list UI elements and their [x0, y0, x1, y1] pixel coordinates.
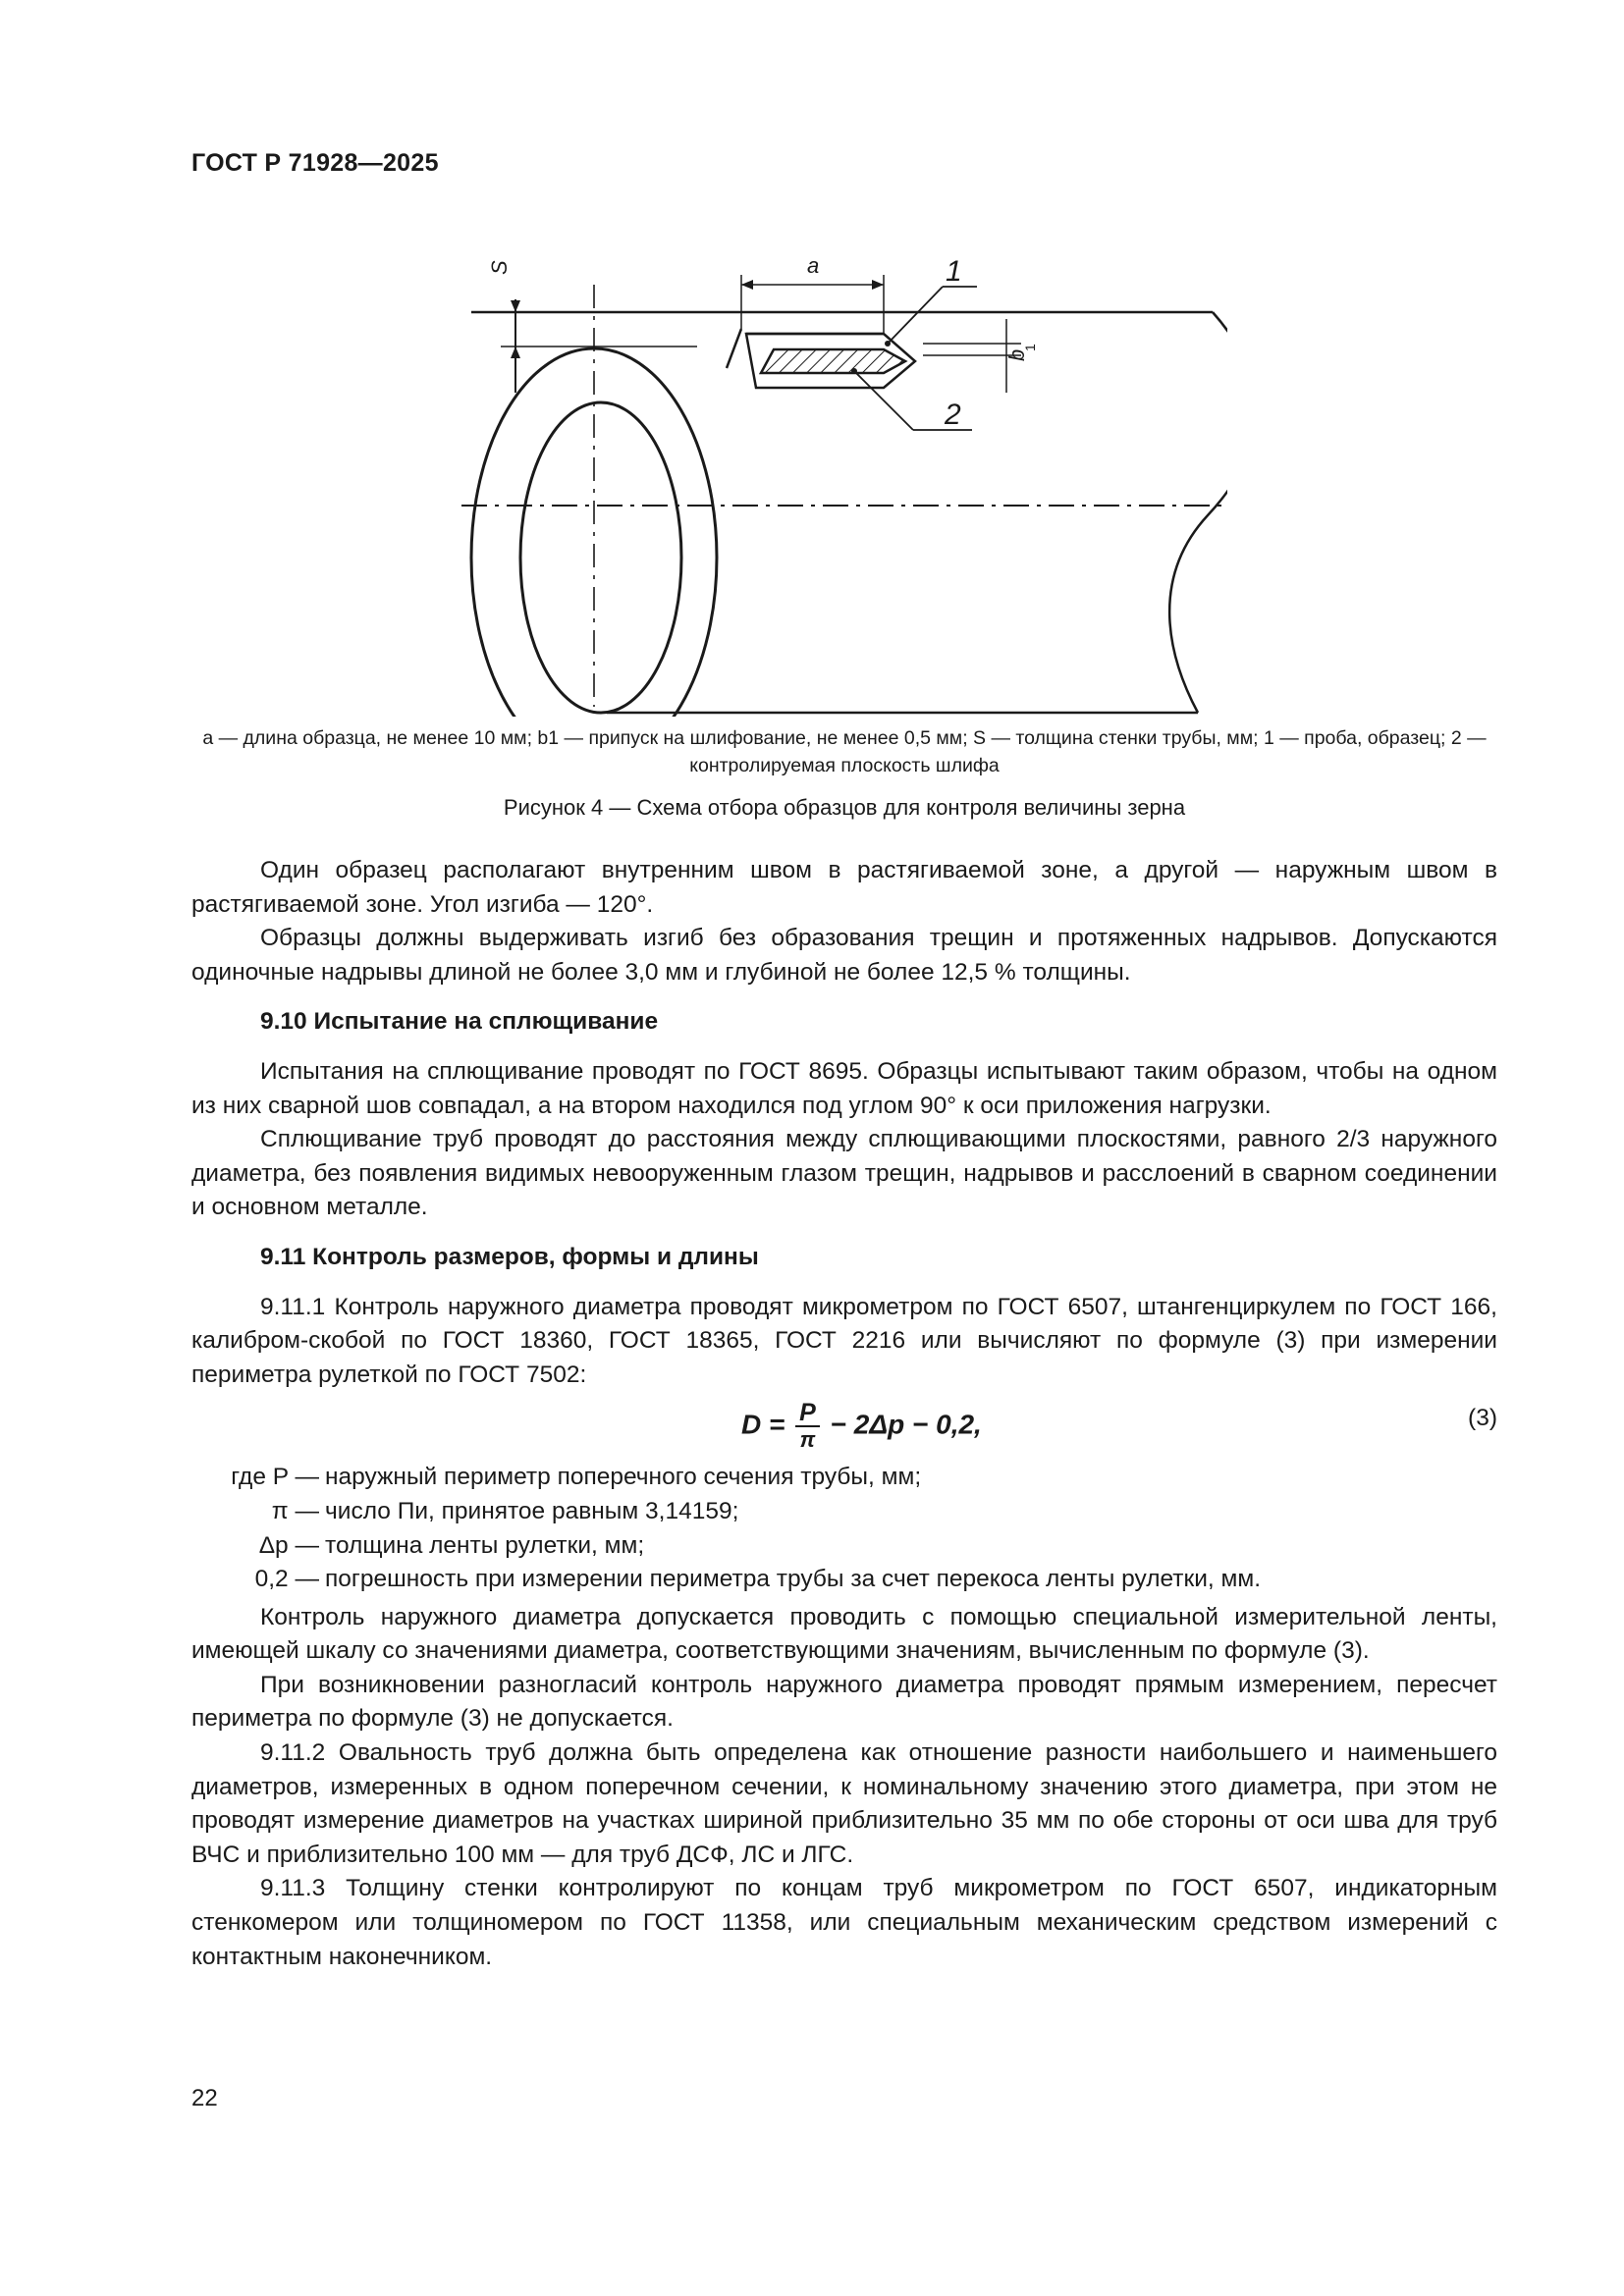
formula-numerator: P	[795, 1400, 820, 1427]
paragraph: 9.11.2 Овальность труб должна быть определена как отношение разности наибольшего и наименьшего диаметров, измеренных в одном поперечном сечении, к номинальному значению этого диаметра, при этом не проводят измерение диаметров на участках шириной приблизительно 35 мм по обе стороны от оси шва для труб ВЧС и приблизительно 100 мм — для труб ДСФ, ЛС и ЛГС.	[191, 1739, 1497, 1868]
figure-legend: a — длина образца, не менее 10 мм; b1 — припуск на шлифование, не менее 0,5 мм; S — толщина стенки трубы, мм; 1 — проба, образец; 2 — контролируемая плоскость шлифа	[202, 727, 1487, 776]
definition-symbol: Δp —	[258, 1531, 319, 1559]
label-a: a	[807, 253, 820, 278]
label-item-1: 1	[946, 255, 962, 288]
formula-definitions	[191, 1461, 1497, 1596]
label-b1: b	[1004, 348, 1029, 361]
paragraph: 9.11.3 Толщину стенки контролируют по концам труб микрометром по ГОСТ 6507, индикаторным стенкомером или толщиномером по ГОСТ 11358, или специальным механическим средством измерений с контактным наконечником.	[191, 1875, 1497, 1970]
definition-text: толщина ленты рулетки, мм;	[325, 1531, 645, 1559]
paragraph: Образцы должны выдерживать изгиб без образования трещин и протяженных надрывов. Допускаются одиночные надрывы длиной не более 3,0 мм и глубиной не более 12,5 % толщины.	[191, 925, 1497, 986]
formula-rest: − 2Δp − 0,2,	[830, 1409, 982, 1440]
definition-symbol: где P —	[231, 1464, 319, 1491]
definition-text: наружный периметр поперечного сечения трубы, мм;	[325, 1464, 922, 1491]
paragraph: Контроль наружного диаметра допускается проводить с помощью специальной измерительной ленты, имеющей шкалу со значениями диаметра, соответствующими значениям, вычисленным по формуле (3).	[191, 1603, 1497, 1665]
document-body	[191, 854, 1497, 1974]
definition-row	[191, 1461, 1497, 1495]
figure-caption: Рисунок 4 — Схема отбора образцов для контроля величины зерна	[503, 795, 1186, 820]
formula-3	[191, 1394, 1497, 1455]
paragraph: 9.11.1 Контроль наружного диаметра проводят микрометром по ГОСТ 6507, штангенциркулем по ГОСТ 166, калибром-скобой по ГОСТ 18360, ГОСТ 18365, ГОСТ 2216 или вычисляют по формуле (3) при измерении периметра рулеткой по ГОСТ 7502:	[191, 1293, 1497, 1388]
paragraph: Один образец располагают внутренним швом в растягиваемой зоне, а другой — наружным швом в растягиваемой зоне. Угол изгиба — 120°.	[191, 857, 1497, 918]
pipe-inner-ellipse	[520, 402, 681, 713]
label-b1-sub: 1	[1022, 344, 1038, 351]
formula-denominator: π	[799, 1427, 816, 1453]
document-code: ГОСТ Р 71928—2025	[191, 149, 439, 177]
definition-symbol: π —	[271, 1497, 319, 1524]
definition-row	[191, 1563, 1497, 1597]
section-heading-9-11: 9.11 Контроль размеров, формы и длины	[260, 1243, 759, 1270]
formula-expression	[741, 1400, 982, 1453]
section-heading-9-10: 9.10 Испытание на сплющивание	[260, 1008, 659, 1036]
formula-fraction	[795, 1400, 820, 1453]
paragraph: При возникновении разногласий контроль наружного диаметра проводят прямым измерением, пересчет периметра по формуле (3) не допускается.	[191, 1671, 1497, 1733]
definition-row	[191, 1495, 1497, 1529]
definition-row	[191, 1529, 1497, 1564]
paragraph: Испытания на сплющивание проводят по ГОСТ 8695. Образцы испытывают таким образом, чтобы на одном из них сварной шов совпадал, а на втором находился под углом 90° к оси приложения нагрузки.	[191, 1057, 1497, 1119]
label-item-2: 2	[945, 399, 961, 431]
definition-text: погрешность при измерении периметра трубы за счет перекоса ленты рулетки, мм.	[325, 1566, 1262, 1593]
pipe-sampling-figure	[461, 245, 1227, 717]
formula-lhs: D =	[741, 1409, 785, 1440]
definition-symbol: 0,2 —	[254, 1566, 319, 1593]
pipe-sampling-diagram	[461, 245, 1227, 717]
formula-number: (3)	[1468, 1405, 1497, 1432]
paragraph: Сплющивание труб проводят до расстояния между сплющивающими плоскостями, равного 2/3 наружного диаметра, без появления видимых невооруженным глазом трещин, надрывов и расслоений в сварном соединении и основном металле.	[191, 1126, 1497, 1221]
grind-plane-hatch	[761, 349, 905, 373]
page-number: 22	[191, 2085, 218, 2111]
label-s: S	[487, 260, 512, 275]
definition-text: число Пи, принятое равным 3,14159;	[325, 1497, 739, 1524]
